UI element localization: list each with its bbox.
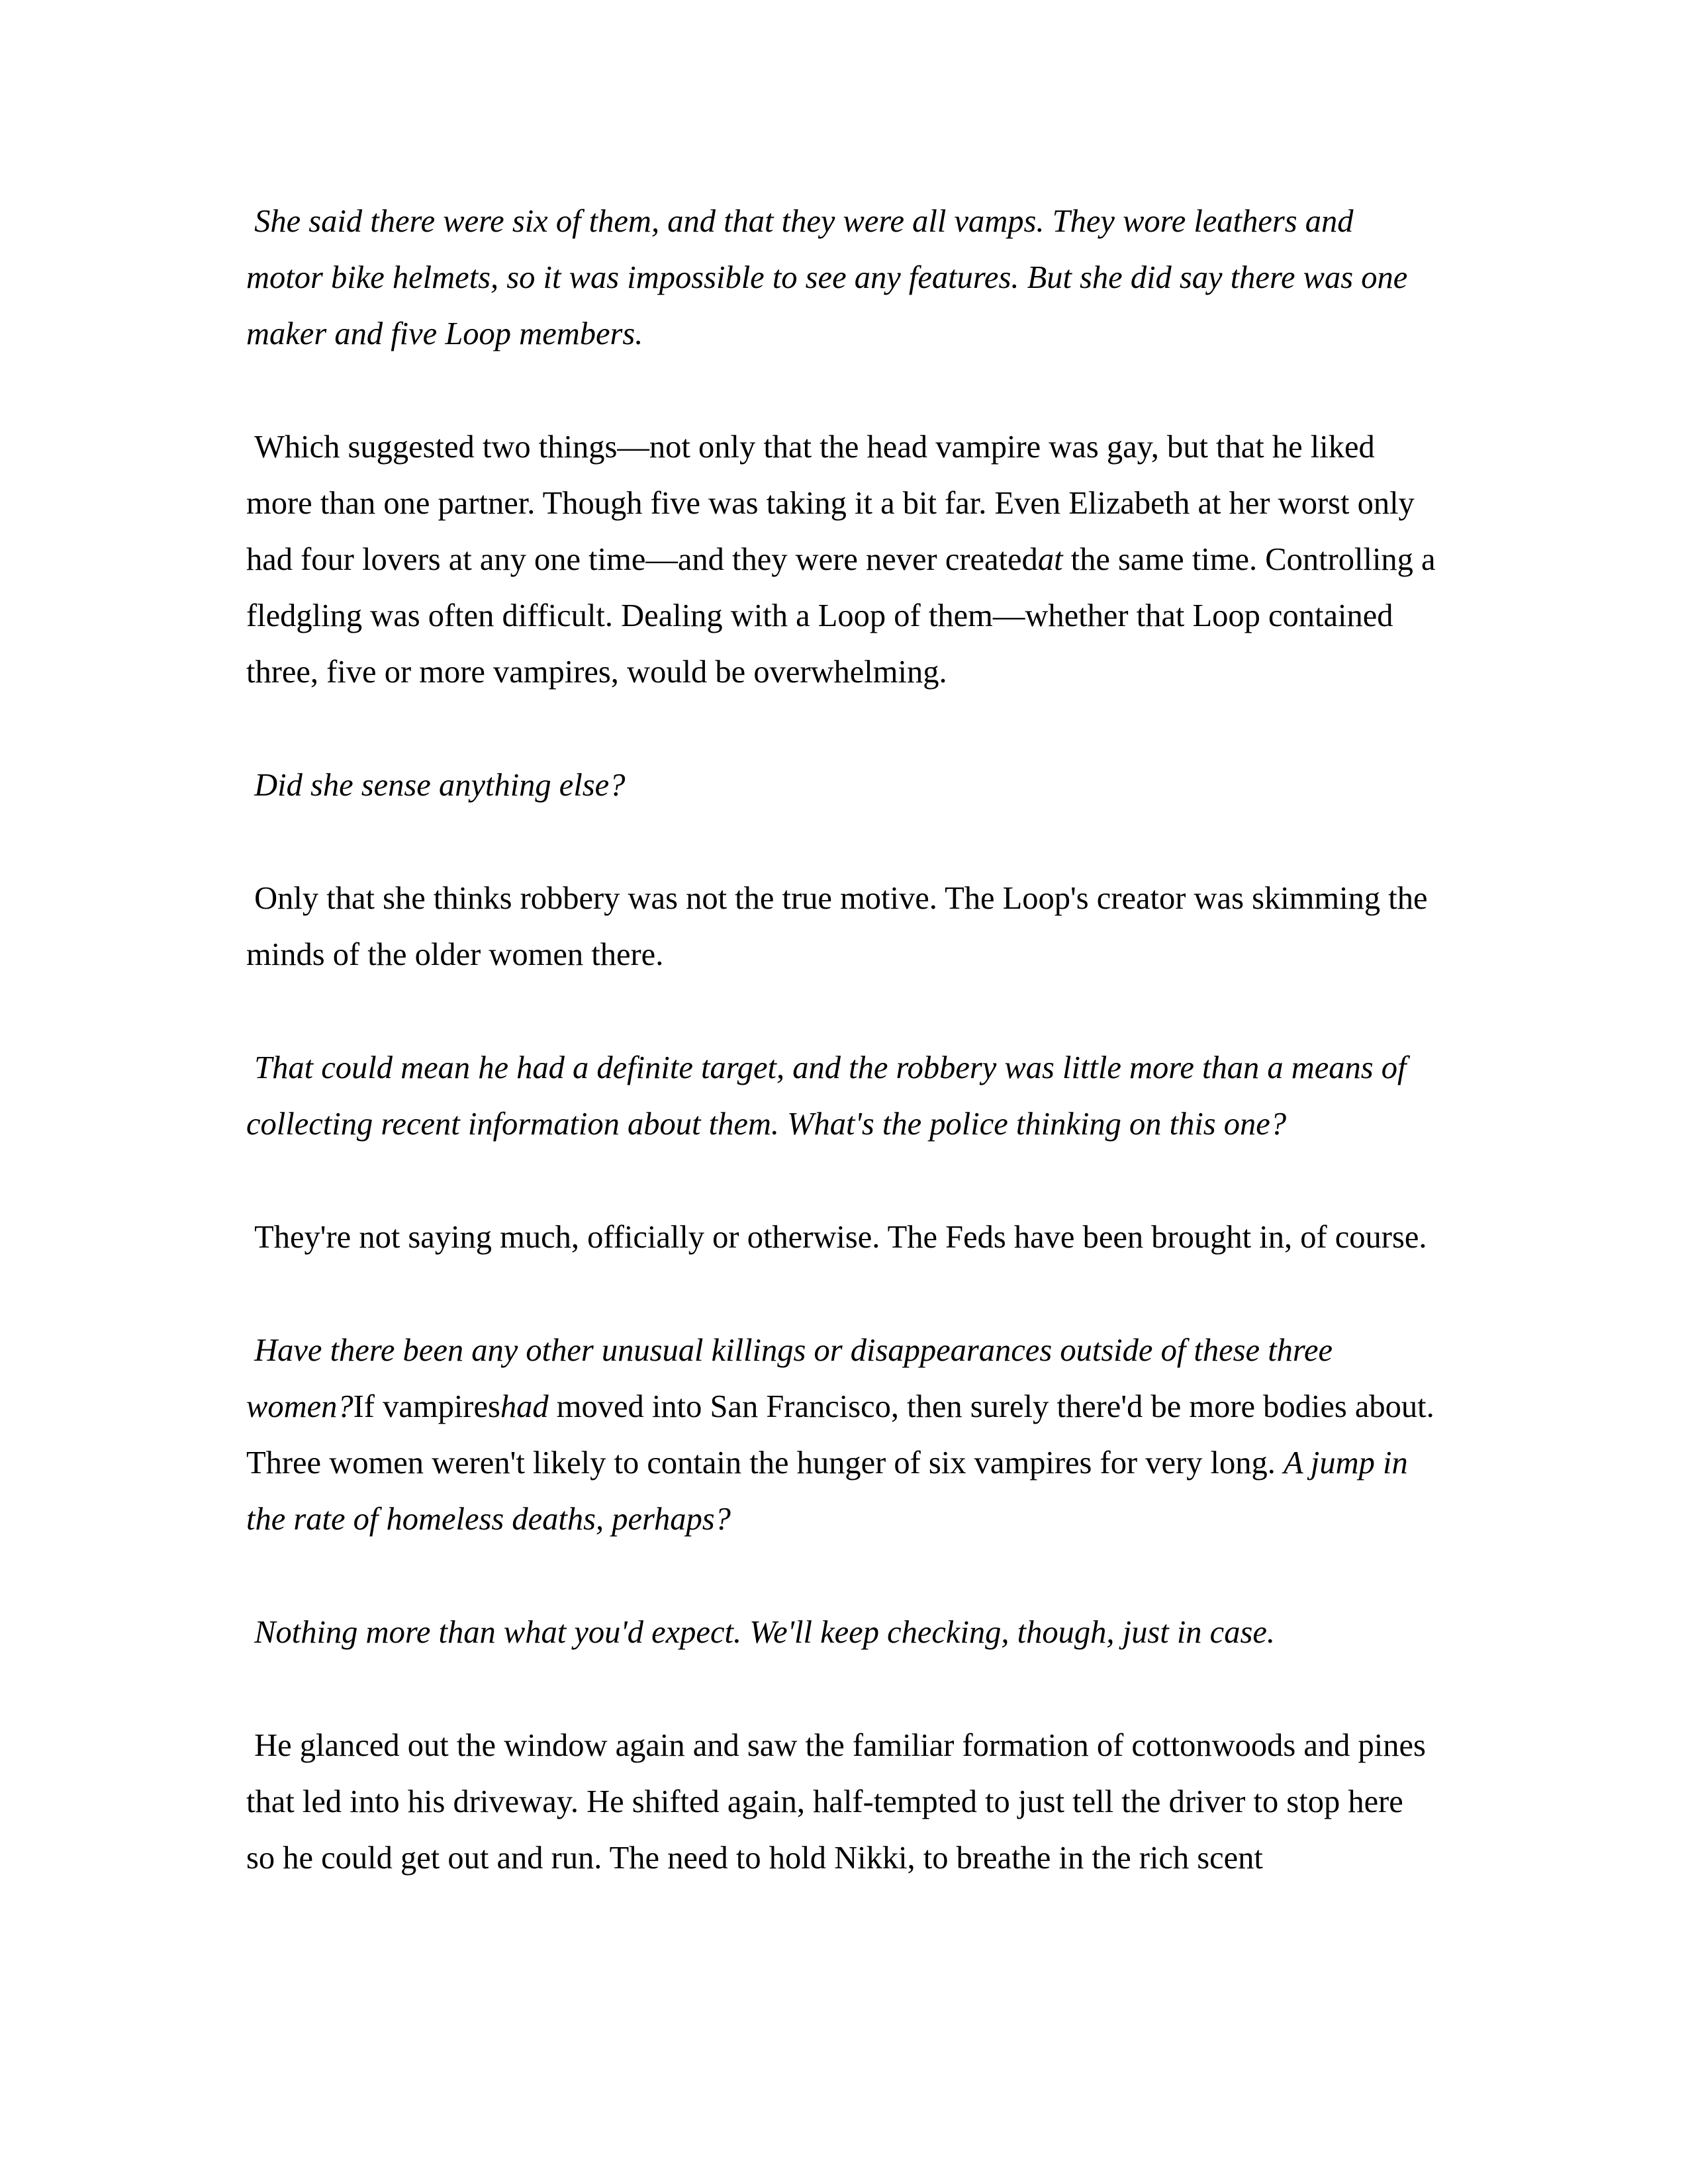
paragraph-9 xyxy=(246,1717,1438,1886)
text-run: Which suggested two things—not only that the head vampire was gay, but that he liked more than one partner. Though five was taking it a bit far. Even Elizabeth at her worst only had four lovers at any one time—and they were never created xyxy=(246,430,1423,577)
paragraph-3 xyxy=(246,757,1438,813)
text-run: Only that she thinks robbery was not the true motive. The Loop's creator was skimming the minds of the older women there. xyxy=(246,881,1436,972)
italic-text: had xyxy=(500,1389,549,1424)
text-run: If vampires xyxy=(353,1389,500,1424)
paragraph-2 xyxy=(246,419,1444,700)
paragraph-1 xyxy=(246,193,1438,362)
italic-text: Have there been any other unusual killings or disappearances outside of these three women? xyxy=(246,1333,1341,1424)
text-run: the same time. Controlling a fledgling was often difficult. Dealing with a Loop of them—whether that Loop contained three, five or more vampires, would be overwhelming. xyxy=(246,542,1444,690)
italic-text: A jump in the rate of homeless deaths, perhaps? xyxy=(246,1445,1416,1537)
italic-text: That could mean he had a definite target, and the robbery was little more than a means of collecting recent information about them. What's the police thinking on this one? xyxy=(246,1050,1415,1142)
italic-text: Nothing more than what you'd expect. We'll keep checking, though, just in case. xyxy=(246,1615,1275,1650)
paragraph-4 xyxy=(246,870,1438,983)
italic-text: at xyxy=(1037,542,1063,577)
text-run: They're not saying much, officially or otherwise. The Feds have been brought in, of course. xyxy=(246,1220,1427,1255)
paragraph-5 xyxy=(246,1040,1438,1152)
text-run: moved into San Francisco, then surely there'd be more bodies about. Three women weren't likely to contain the hunger of six vampires for very long. xyxy=(246,1389,1442,1480)
italic-text: Did she sense anything else? xyxy=(246,768,626,803)
paragraph-7 xyxy=(246,1322,1442,1547)
text-run: He glanced out the window again and saw the familiar formation of cottonwoods and pines that led into his driveway. He shifted again, half-tempted to just tell the driver to stop here so he could get out and run. The need to hold Nikki, to breathe in the rich scent xyxy=(246,1728,1434,1876)
paragraph-8 xyxy=(246,1604,1438,1661)
italic-text: She said there were six of them, and that they were all vamps. They wore leathers and motor bike helmets, so it was impossible to see any features. But she did say there was one maker and five Loop members. xyxy=(246,204,1416,351)
body-text xyxy=(246,193,1444,1886)
paragraph-6 xyxy=(246,1209,1438,1265)
